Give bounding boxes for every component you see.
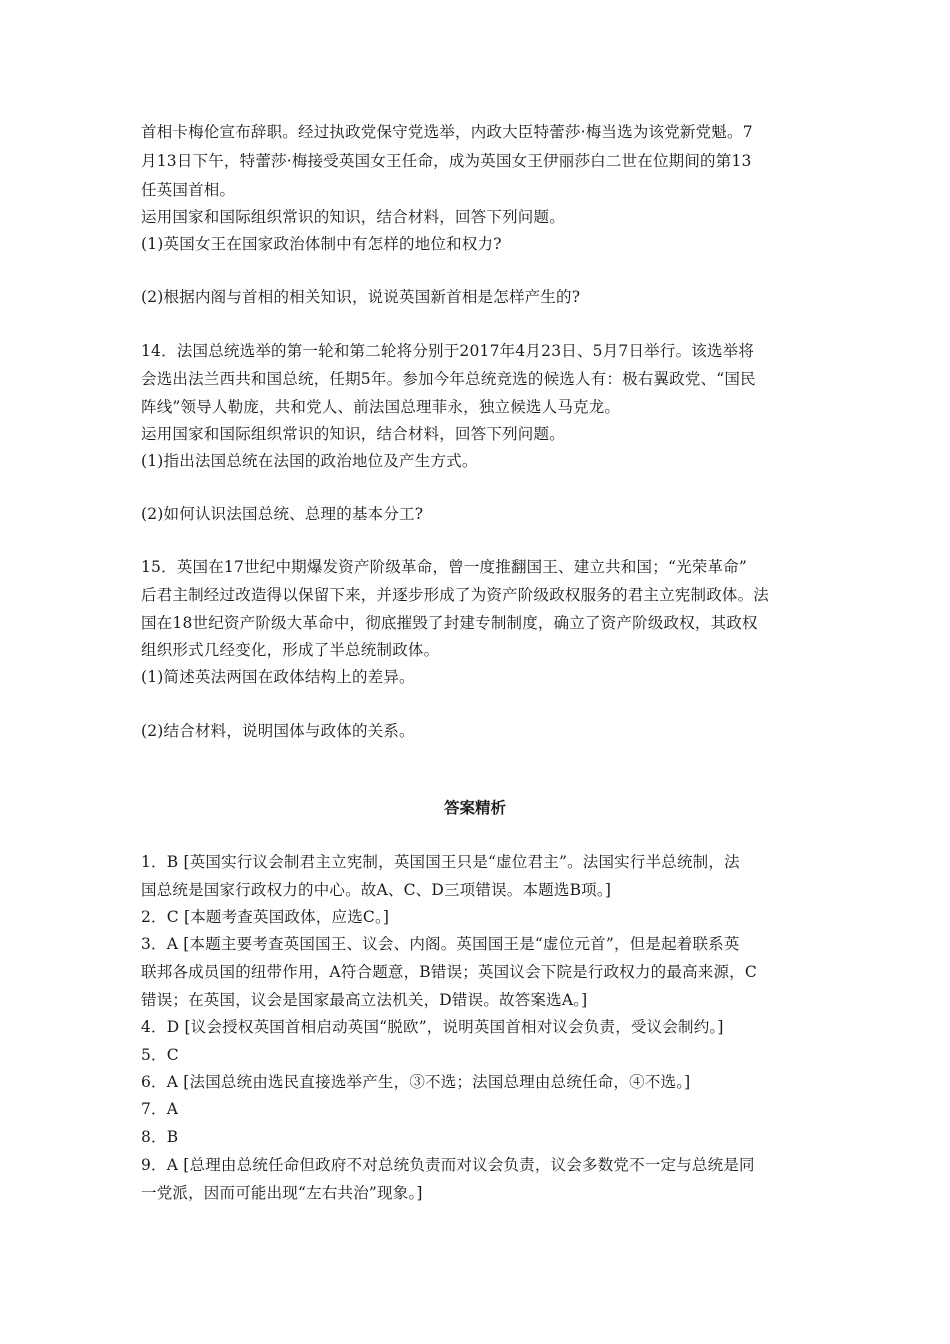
q14-instruction: 运用国家和国际组织常识的知识，结合材料，回答下列问题。 (141, 425, 565, 443)
answer-line: 联邦各成员国的纽带作用，A符合题意，B错误；英国议会下院是行政权力的最高来源，C (141, 963, 757, 981)
q13-line: 任英国首相。 (141, 181, 236, 199)
q15-line: 15．英国在17世纪中期爆发资产阶级革命，曾一度推翻国王、建立共和国；“光荣革命” (141, 558, 747, 576)
q14-line: 14．法国总统选举的第一轮和第二轮将分别于2017年4月23日、5月7日举行。该选举将 (141, 342, 755, 360)
q14-subquestion-2: (2)如何认识法国总统、总理的基本分工? (141, 505, 424, 523)
q15-subquestion-1: (1)简述英法两国在政体结构上的差异。 (141, 668, 415, 686)
q13-line: 月13日下午，特蕾莎·梅接受英国女王任命，成为英国女王伊丽莎白二世在位期间的第13 (141, 152, 752, 170)
q13-line: 首相卡梅伦宣布辞职。经过执政党保守党选举，内政大臣特蕾莎·梅当选为该党新党魁。7 (141, 123, 753, 141)
q15-line: 国在18世纪资产阶级大革命中，彻底摧毁了封建专制制度，确立了资产阶级政权，其政权 (141, 614, 758, 632)
answer-line: 7．A (141, 1100, 179, 1118)
q14-line: 会选出法兰西共和国总统，任期5年。参加今年总统竞选的候选人有：极右翼政党、“国民 (141, 370, 756, 388)
q15-subquestion-2: (2)结合材料，说明国体与政体的关系。 (141, 722, 415, 740)
q14-line: 阵线”领导人勒庞，共和党人、前法国总理菲永，独立候选人马克龙。 (141, 398, 621, 416)
answer-line: 2．C [本题考查英国政体，应选C。] (141, 908, 390, 926)
answer-line: 3．A [本题主要考查英国国王、议会、内阁。英国国王是“虚位元首”，但是起着联系英 (141, 935, 740, 953)
answer-line: 1．B [英国实行议会制君主立宪制，英国国王只是“虚位君主”。法国实行半总统制，法 (141, 853, 740, 871)
answer-line: 国总统是国家行政权力的中心。故A、C、D三项错误。本题选B项。] (141, 881, 612, 899)
answer-line: 8．B (141, 1128, 179, 1146)
q15-line: 后君主制经过改造得以保留下来，并逐步形成了为资产阶级政权服务的君主立宪制政体。法 (141, 586, 770, 604)
q14-subquestion-1: (1)指出法国总统在法国的政治地位及产生方式。 (141, 452, 478, 470)
answers-title: 答案精析 (443, 799, 506, 817)
answer-line: 4．D [议会授权英国首相启动英国“脱欧”，说明英国首相对议会负责，受议会制约。] (141, 1018, 724, 1036)
answer-line: 9．A [总理由总统任命但政府不对总统负责而对议会负责，议会多数党不一定与总统是同 (141, 1156, 755, 1174)
answer-line: 6．A [法国总统由选民直接选举产生，③不选；法国总理由总统任命，④不选。] (141, 1073, 691, 1091)
answer-line: 错误；在英国，议会是国家最高立法机关，D错误。故答案选A。] (141, 991, 588, 1009)
q13-instruction: 运用国家和国际组织常识的知识，结合材料，回答下列问题。 (141, 208, 565, 226)
q13-subquestion-2: (2)根据内阁与首相的相关知识，说说英国新首相是怎样产生的? (141, 288, 581, 306)
q13-subquestion-1: (1)英国女王在国家政治体制中有怎样的地位和权力? (141, 235, 502, 253)
answer-line: 一党派，因而可能出现“左右共治”现象。] (141, 1184, 423, 1202)
answer-line: 5．C (141, 1046, 179, 1064)
q15-line: 组织形式几经变化，形成了半总统制政体。 (141, 641, 440, 659)
